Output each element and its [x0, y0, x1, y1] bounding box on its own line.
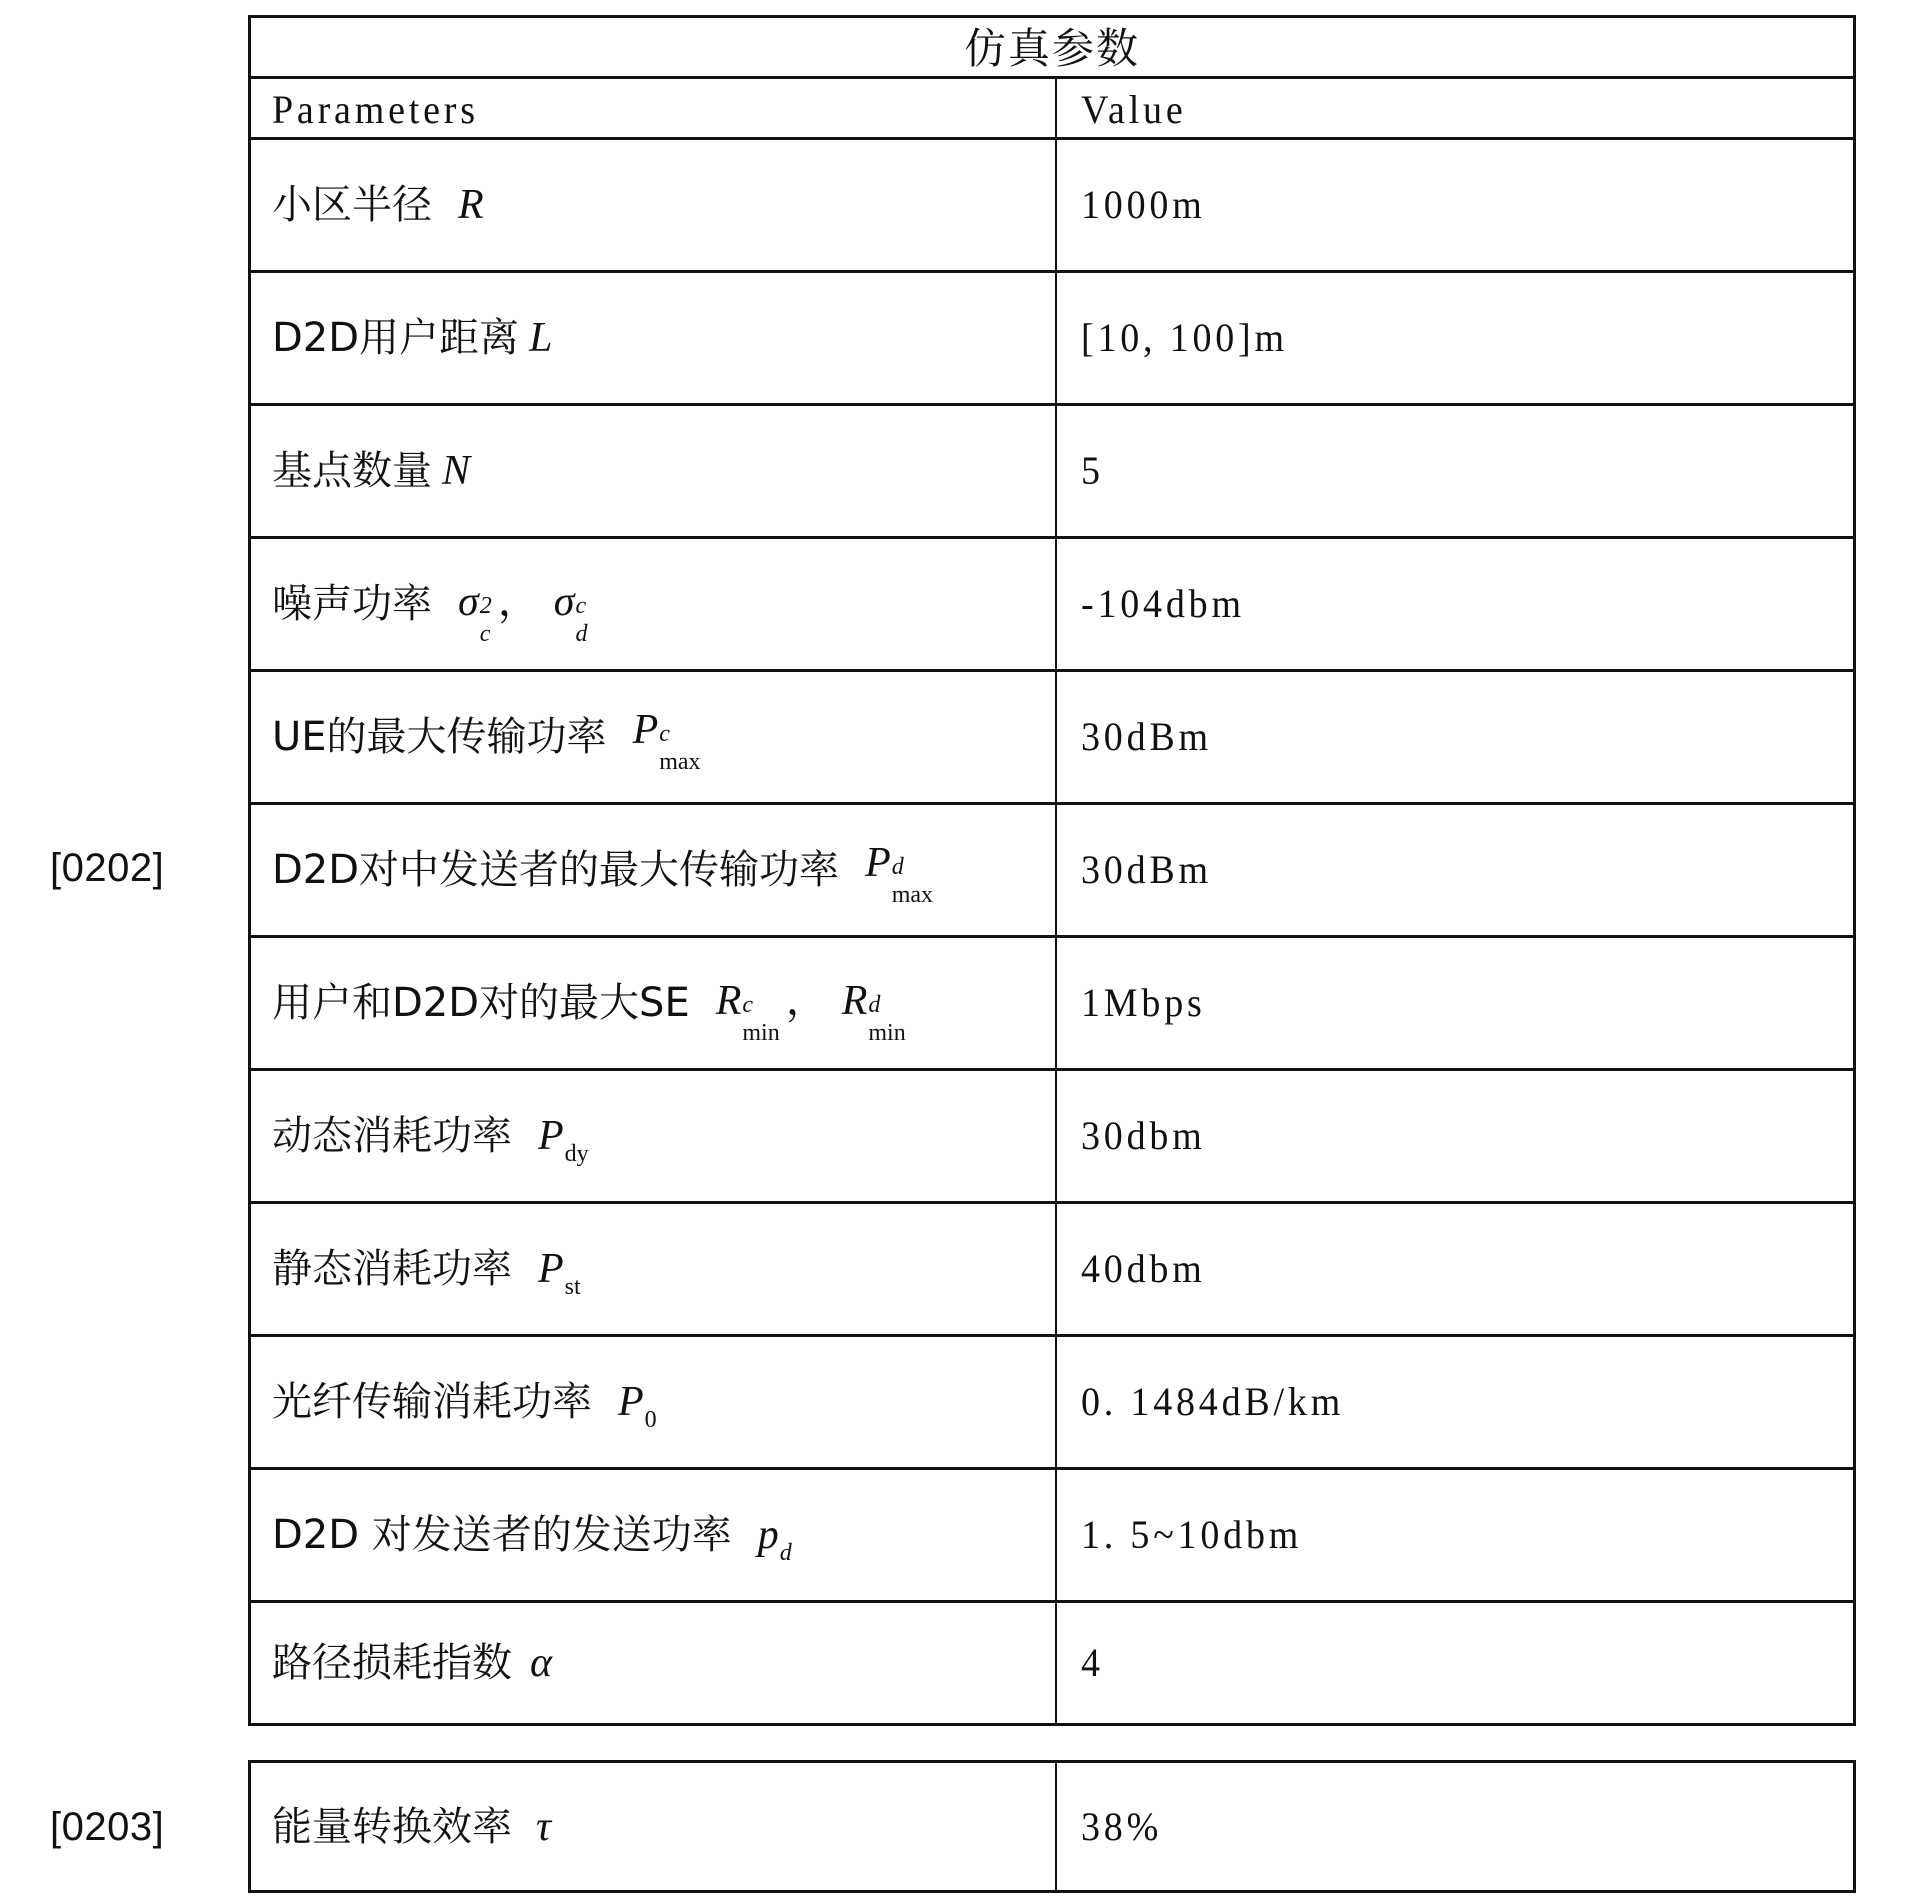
paragraph-number-0203: [0203]: [50, 1805, 165, 1849]
simulation-parameters-table: [248, 15, 1856, 1726]
table-row: [251, 1763, 1853, 1890]
value-cell: [1055, 1337, 1853, 1467]
value-cell: [1055, 805, 1853, 935]
table-row: [251, 1600, 1853, 1723]
param-symbol: R c min ， R d min: [715, 974, 906, 1046]
param-symbol: P d max: [865, 839, 934, 908]
param-cell: [251, 672, 1055, 802]
param-symbol: σ 2 c ， σ c d: [458, 575, 588, 647]
param-symbol: P c max: [632, 706, 701, 775]
param-value: 1. 5~10dbm: [1081, 1512, 1303, 1557]
table-row: [251, 1334, 1853, 1467]
param-cell: [251, 938, 1055, 1068]
table-title: 仿真参数: [963, 23, 1140, 73]
param-symbol: P st: [538, 1246, 581, 1300]
param-cell: [251, 1204, 1055, 1334]
param-cell: [251, 1763, 1055, 1890]
param-value: -104dbm: [1081, 581, 1245, 626]
param-symbol: R: [458, 182, 484, 228]
param-label: 路径损耗指数: [272, 1640, 512, 1686]
param-symbol: N: [442, 448, 471, 494]
param-value: 4: [1081, 1640, 1104, 1685]
value-cell: [1055, 1204, 1853, 1334]
param-label: UE的最大传输功率: [272, 714, 607, 760]
table-row: [251, 1201, 1853, 1334]
header-parameters-cell: [251, 79, 1055, 140]
param-value: 1Mbps: [1081, 980, 1206, 1025]
value-cell: [1055, 1470, 1853, 1600]
param-value: 30dBm: [1081, 714, 1212, 759]
header-parameters: Parameters: [272, 86, 479, 132]
table-title-cell: [251, 18, 1853, 79]
param-cell: [251, 1470, 1055, 1600]
value-cell: [1055, 1763, 1853, 1890]
param-symbol: L: [529, 315, 553, 361]
table-row: [251, 802, 1853, 935]
value-cell: [1055, 406, 1853, 536]
param-cell: [251, 273, 1055, 403]
energy-efficiency-table: [248, 1760, 1856, 1893]
table-row: [251, 935, 1853, 1068]
param-value: 30dbm: [1081, 1113, 1206, 1158]
param-label: 光纤传输消耗功率: [272, 1379, 592, 1425]
table-header-row: [251, 76, 1853, 140]
value-cell: [1055, 672, 1853, 802]
value-cell: [1055, 1603, 1853, 1723]
param-label: D2D用户距离: [272, 315, 520, 361]
param-cell: [251, 406, 1055, 536]
value-cell: [1055, 938, 1853, 1068]
param-value: 1000m: [1081, 182, 1206, 227]
value-cell: [1055, 1071, 1853, 1201]
param-symbol: τ: [536, 1803, 552, 1850]
param-cell: [251, 1603, 1055, 1723]
param-cell: [251, 140, 1055, 270]
value-cell: [1055, 273, 1853, 403]
param-value: [10, 100]m: [1081, 315, 1288, 360]
table-row: [251, 1068, 1853, 1201]
param-symbol: P dy: [538, 1113, 589, 1167]
value-cell: [1055, 140, 1853, 270]
table-title-row: [251, 18, 1853, 79]
table-row: [251, 536, 1853, 669]
table-row: [251, 403, 1853, 536]
param-cell: [251, 539, 1055, 669]
param-cell: [251, 805, 1055, 935]
param-value: 40dbm: [1081, 1246, 1206, 1291]
param-cell: [251, 1337, 1055, 1467]
header-value-cell: [1055, 79, 1853, 140]
param-label: 静态消耗功率: [272, 1246, 512, 1292]
table-row: [251, 137, 1853, 270]
param-value: 5: [1081, 448, 1104, 493]
param-cell: [251, 1071, 1055, 1201]
param-label: 基点数量: [272, 448, 432, 494]
param-symbol: P 0: [618, 1379, 657, 1433]
param-label: 噪声功率: [272, 581, 432, 627]
table-row: [251, 270, 1853, 403]
param-value: 38%: [1081, 1803, 1163, 1849]
header-value: Value: [1081, 86, 1187, 132]
param-value: 0. 1484dB/km: [1081, 1379, 1345, 1424]
param-label: 动态消耗功率: [272, 1113, 512, 1159]
paragraph-number-0202: [0202]: [50, 846, 165, 890]
param-label: D2D 对发送者的发送功率: [272, 1512, 732, 1558]
value-cell: [1055, 539, 1853, 669]
table-row: [251, 669, 1853, 802]
param-label: 用户和D2D对的最大SE: [272, 980, 690, 1026]
param-label: 能量转换效率: [272, 1803, 512, 1850]
param-label: 小区半径: [272, 182, 432, 228]
param-symbol: α: [530, 1640, 553, 1686]
param-symbol: p d: [757, 1512, 792, 1566]
param-label: D2D对中发送者的最大传输功率: [272, 847, 840, 893]
param-value: 30dBm: [1081, 847, 1212, 892]
table-row: [251, 1467, 1853, 1600]
